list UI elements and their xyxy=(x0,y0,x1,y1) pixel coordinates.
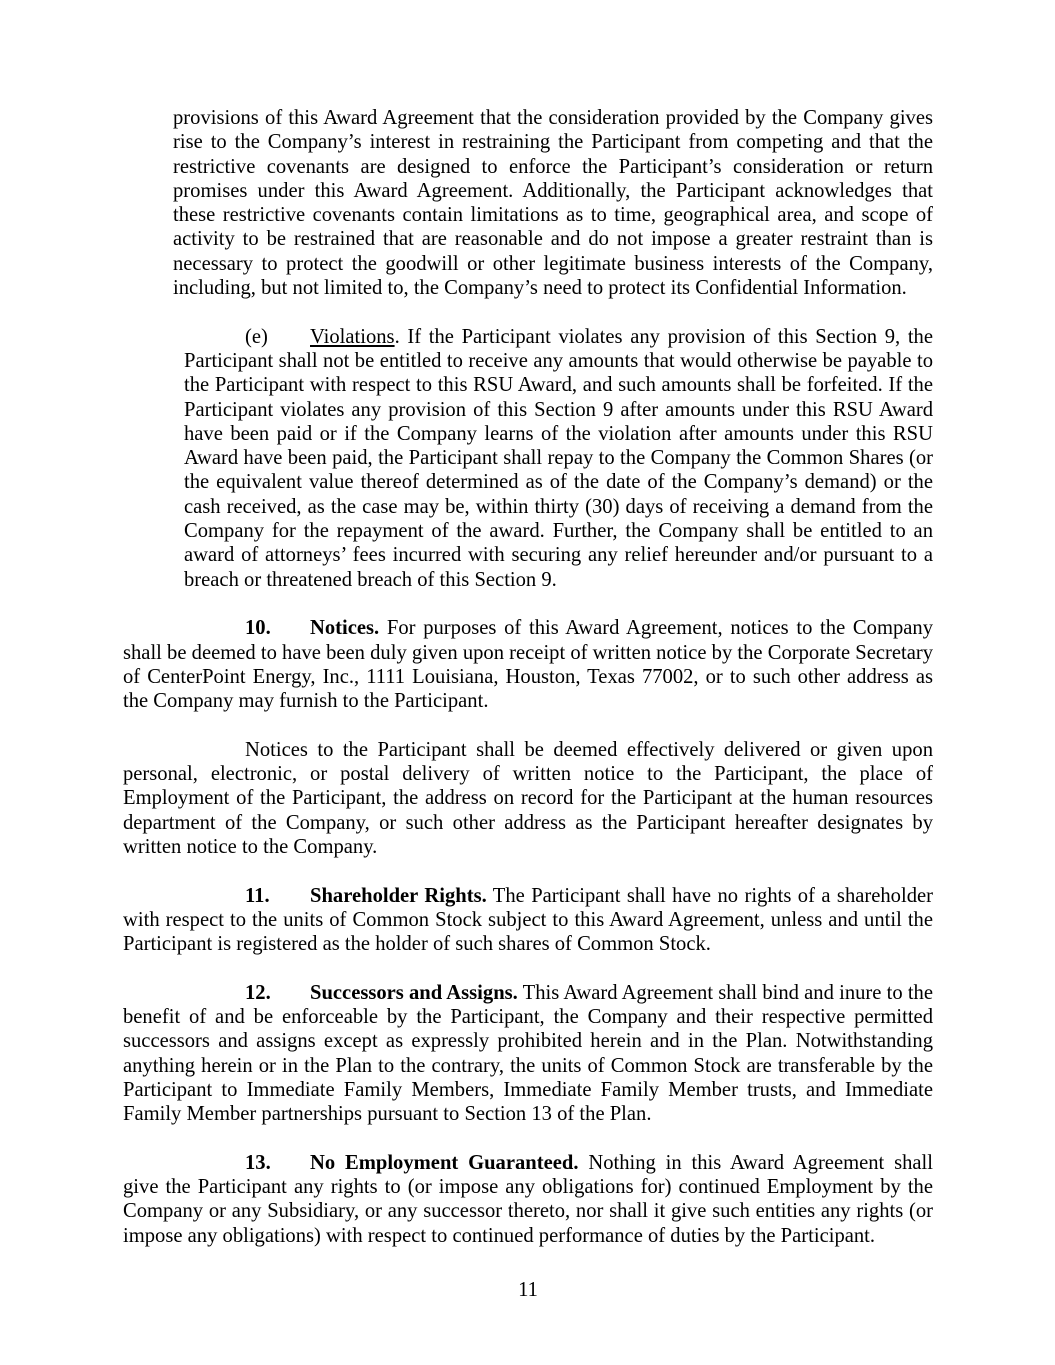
section-number: 11. xyxy=(245,884,270,907)
section-heading: No Employment Guaranteed. xyxy=(310,1151,579,1174)
paragraph-sub-clause-e xyxy=(184,325,933,592)
page-number: 11 xyxy=(518,1279,538,1301)
paragraph-notices-to-participant: Notices to the Participant shall be deemed effectively delivered or given upon personal, electronic, or postal delivery of written notice to the Participant, the place of Employment of the Participant, the address on record for the Participant at the human resources department of the Company, or such other address as the Participant hereafter designates by written notice to the Company. xyxy=(123,738,933,858)
clause-heading-suffix: . xyxy=(394,325,400,348)
page-content xyxy=(123,106,933,1272)
section-body: Nothing in this Award Agreement shall give the Participant any rights to (or impose any obligations for) continued Employment by the Company or any Subsidiary, or any successor thereto, nor shall it give such entities any rights (or impose any obligations) with respect to continued performance of duties by the Participant. xyxy=(123,1151,933,1247)
section-heading: Successors and Assigns. xyxy=(310,981,518,1004)
clause-body: If the Participant violates any provision of this Section 9, the Participant shall not be entitled to receive any amounts that would otherwise be payable to the Participant with respect to this RSU Award, and such amounts shall be forfeited. If the Participant violates any provision of this Section 9 after amounts under this RSU Award have been paid or if the Company learns of the violation after amounts under this RSU Award have been paid, the Participant shall repay to the Company the Common Shares (or the equivalent value thereof determined as of the date of the Company’s demand) or the cash received, as the case may be, within thirty (30) days of receiving a demand from the Company for the repayment of the award. Further, the Company shall be entitled to an award of attorneys’ fees incurred with securing any relief hereunder and/or pursuant to a breach or threatened breach of this Section 9. xyxy=(184,325,933,591)
section-heading: Shareholder Rights. xyxy=(310,884,487,907)
paragraph-section-12 xyxy=(123,981,933,1127)
section-body: This Award Agreement shall bind and inure to the benefit of and be enforceable by the Participant, the Company and their respective permitted successors and assigns except as expressly prohibited herein and in the Plan. Notwithstanding anything herein or in the Plan to the contrary, the units of Common Stock are transferable by the Participant to Immediate Family Members, Immediate Family Member trusts, and Immediate Family Member partnerships pursuant to Section 13 of the Plan. xyxy=(123,981,933,1126)
section-body: For purposes of this Award Agreement, notices to the Company shall be deemed to have been duly given upon receipt of written notice by the Corporate Secretary of CenterPoint Energy, Inc., 1111 Louisiana, Houston, Texas 77002, or to such other address as the Company may furnish to the Participant. xyxy=(123,617,933,713)
paragraph-section-13 xyxy=(123,1151,933,1248)
section-number: 13. xyxy=(245,1151,271,1174)
clause-heading: Violations xyxy=(310,325,395,348)
paragraph-section-10 xyxy=(123,616,933,713)
section-number: 12. xyxy=(245,981,271,1004)
clause-label: (e) xyxy=(245,325,268,348)
paragraph-section-11 xyxy=(123,884,933,957)
section-body: The Participant shall have no rights of a shareholder with respect to the units of Common Stock subject to this Award Agreement, unless and until the Participant is registered as the holder of such shares of Common Stock. xyxy=(123,884,933,956)
section-heading: Notices. xyxy=(310,617,380,640)
paragraph-continuation: provisions of this Award Agreement that the consideration provided by the Company gives rise to the Company’s interest in restraining the Participant from competing and that the restrictive covenants are designed to enforce the Participant’s consideration or return promises under this Award Agreement. Additionally, the Participant acknowledges that these restrictive covenants contain limitations as to time, geographical area, and scope of activity to be restrained that are reasonable and do not impose a greater restraint than is necessary to protect the goodwill or other legitimate business interests of the Company, including, but not limited to, the Company’s need to protect its Confidential Information. xyxy=(173,107,933,300)
section-number: 10. xyxy=(245,617,271,640)
